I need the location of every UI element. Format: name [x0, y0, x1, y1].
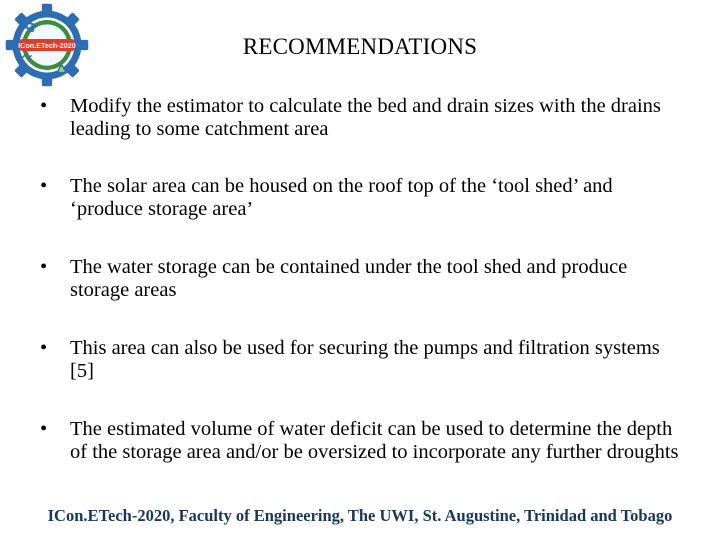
- bullet-text: The solar area can be housed on the roof top of the ‘tool shed’ and ‘produce storage area’: [70, 175, 613, 220]
- bullet-item: [40, 418, 680, 464]
- bullet-marker: •: [40, 256, 48, 278]
- bullet-marker: •: [40, 418, 48, 440]
- slide-title: RECOMMENDATIONS: [242, 34, 478, 59]
- bullet-text: The water storage can be contained under the tool shed and produce storage areas: [70, 256, 628, 301]
- bullet-item: [40, 337, 680, 383]
- footer-text: ICon.ETech-2020, Faculty of Engineering, The UWI, St. Augustine, Trinidad and Tobago: [47, 506, 673, 525]
- bullet-marker: •: [40, 175, 48, 197]
- bullet-marker: •: [40, 95, 48, 117]
- bullet-item: [40, 175, 680, 221]
- bullet-item: [40, 256, 680, 302]
- bullet-item: [40, 95, 680, 141]
- bullet-marker: •: [40, 337, 48, 359]
- bullet-text: Modify the estimator to calculate the bed and drain sizes with the drains leading to some catchment area: [70, 95, 661, 140]
- bullet-text: The estimated volume of water deficit can be used to determine the depth of the storage area and/or be oversized to incorporate any further droughts: [70, 418, 679, 463]
- bullet-text: This area can also be used for securing the pumps and filtration systems [5]: [70, 337, 660, 382]
- logo-text: ICon.ETech-2020: [18, 41, 76, 51]
